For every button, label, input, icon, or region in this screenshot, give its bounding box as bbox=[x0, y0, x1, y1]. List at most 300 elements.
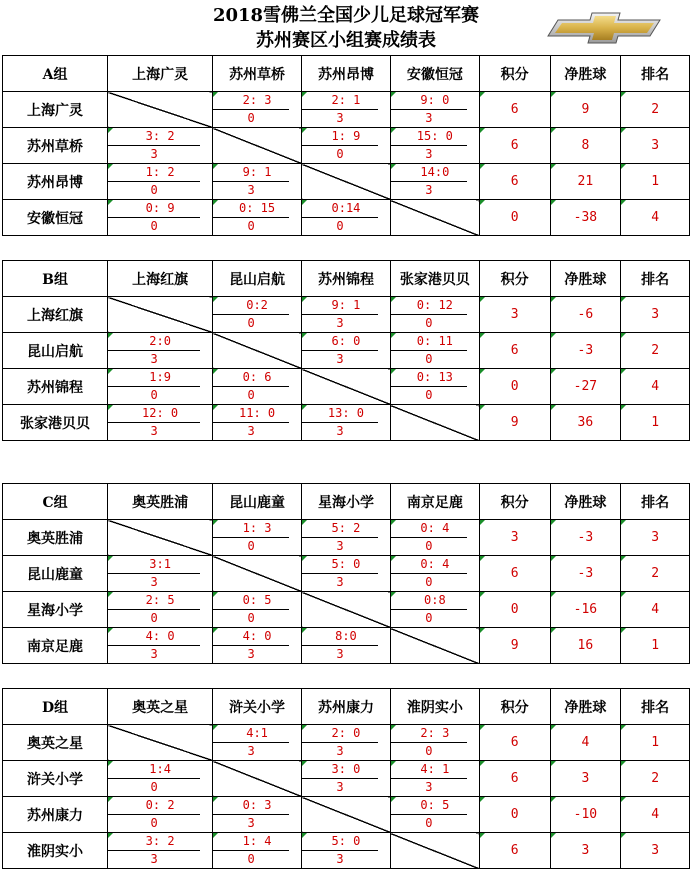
match-cell bbox=[302, 92, 391, 128]
match-score: 0: 4 bbox=[420, 557, 450, 571]
points-value bbox=[479, 369, 550, 405]
cell-marker-icon bbox=[621, 556, 626, 561]
cell-marker-icon bbox=[108, 369, 113, 374]
team-name: 苏州昂博 bbox=[3, 164, 108, 200]
diagonal-cell bbox=[213, 556, 302, 592]
cell-marker-icon bbox=[213, 797, 218, 802]
cell-marker-icon bbox=[621, 333, 626, 338]
cell-marker-icon bbox=[480, 725, 485, 730]
cell-marker-icon bbox=[480, 297, 485, 302]
table-row bbox=[3, 628, 690, 664]
team-name: 奥英胜浦 bbox=[3, 520, 108, 556]
match-cell bbox=[213, 369, 302, 405]
rank-value-text: 4 bbox=[651, 602, 660, 617]
column-header: 张家港贝贝 bbox=[390, 261, 479, 297]
goal-diff-value-text: -27 bbox=[573, 379, 598, 394]
column-header: 排名 bbox=[621, 689, 690, 725]
group-b-table bbox=[2, 260, 690, 441]
rank-value-text: 2 bbox=[651, 771, 660, 786]
cell-marker-icon bbox=[302, 628, 307, 633]
match-cell bbox=[390, 520, 479, 556]
column-header: 安徽恒冠 bbox=[390, 56, 479, 92]
team-name: 昆山启航 bbox=[3, 333, 108, 369]
team-name: 张家港贝贝 bbox=[3, 405, 108, 441]
rank-value-text: 2 bbox=[651, 566, 660, 581]
match-points: 3 bbox=[302, 314, 378, 332]
goal-diff-value bbox=[550, 556, 621, 592]
rank-value bbox=[621, 761, 690, 797]
match-cell bbox=[213, 200, 302, 236]
match-points: 3 bbox=[391, 145, 467, 163]
match-score: 1: 2 bbox=[145, 165, 175, 179]
points-value bbox=[479, 761, 550, 797]
match-points: 3 bbox=[302, 573, 378, 591]
rank-value bbox=[621, 297, 690, 333]
cell-marker-icon bbox=[108, 628, 113, 633]
column-header: 排名 bbox=[621, 261, 690, 297]
match-cell bbox=[213, 725, 302, 761]
goal-diff-value bbox=[550, 333, 621, 369]
diagonal-cell bbox=[302, 797, 391, 833]
team-name: 星海小学 bbox=[3, 592, 108, 628]
page-subtitle: 苏州赛区小组赛成绩表 bbox=[256, 30, 436, 51]
team-name: 苏州草桥 bbox=[3, 128, 108, 164]
cell-marker-icon bbox=[551, 405, 556, 410]
diagonal-cell bbox=[390, 405, 479, 441]
column-header: 苏州昂博 bbox=[302, 56, 391, 92]
rank-value bbox=[621, 333, 690, 369]
match-score: 15: 0 bbox=[416, 129, 453, 143]
goal-diff-value-text: -16 bbox=[573, 602, 598, 617]
cell-marker-icon bbox=[551, 725, 556, 730]
points-value bbox=[479, 200, 550, 236]
match-points: 0 bbox=[391, 314, 467, 332]
cell-marker-icon bbox=[621, 369, 626, 374]
match-points: 0 bbox=[213, 386, 289, 404]
match-score: 0: 5 bbox=[242, 593, 272, 607]
table-row bbox=[3, 333, 690, 369]
points-value-text: 3 bbox=[510, 307, 519, 322]
table-row bbox=[3, 520, 690, 556]
cell-marker-icon bbox=[391, 333, 396, 338]
goal-diff-value-text: 16 bbox=[577, 638, 594, 653]
match-score: 4: 0 bbox=[145, 629, 175, 643]
column-header: 净胜球 bbox=[550, 689, 621, 725]
team-name: 上海红旗 bbox=[3, 297, 108, 333]
rank-value-text: 2 bbox=[651, 102, 660, 117]
cell-marker-icon bbox=[551, 556, 556, 561]
rank-value bbox=[621, 128, 690, 164]
match-score: 1: 9 bbox=[331, 129, 361, 143]
match-score: 0:2 bbox=[246, 298, 268, 312]
match-cell bbox=[213, 592, 302, 628]
cell-marker-icon bbox=[108, 200, 113, 205]
match-points: 0 bbox=[391, 609, 467, 627]
match-points: 3 bbox=[391, 778, 467, 796]
cell-marker-icon bbox=[391, 761, 396, 766]
column-header: 排名 bbox=[621, 56, 690, 92]
goal-diff-value-text: -10 bbox=[573, 807, 598, 822]
team-name: 昆山鹿童 bbox=[3, 556, 108, 592]
rank-value bbox=[621, 92, 690, 128]
diagonal-cell bbox=[213, 128, 302, 164]
points-value-text: 6 bbox=[510, 102, 519, 117]
cell-marker-icon bbox=[391, 128, 396, 133]
rank-value-text: 3 bbox=[651, 843, 660, 858]
cell-marker-icon bbox=[551, 628, 556, 633]
cell-marker-icon bbox=[480, 592, 485, 597]
column-header: 净胜球 bbox=[550, 484, 621, 520]
match-cell bbox=[302, 333, 391, 369]
match-score: 2: 3 bbox=[420, 726, 450, 740]
table-row bbox=[3, 761, 690, 797]
match-points: 0 bbox=[391, 573, 467, 591]
goal-diff-value bbox=[550, 761, 621, 797]
cell-marker-icon bbox=[551, 520, 556, 525]
rank-value-text: 4 bbox=[651, 379, 660, 394]
match-cell bbox=[302, 405, 391, 441]
column-header: 奥英之星 bbox=[108, 689, 213, 725]
group-label: A组 bbox=[3, 56, 108, 92]
cell-marker-icon bbox=[480, 164, 485, 169]
diagonal-cell bbox=[390, 628, 479, 664]
points-value-text: 9 bbox=[510, 638, 519, 653]
points-value bbox=[479, 333, 550, 369]
column-header: 积分 bbox=[479, 689, 550, 725]
match-points: 0 bbox=[391, 814, 467, 832]
match-points: 3 bbox=[302, 778, 378, 796]
cell-marker-icon bbox=[213, 725, 218, 730]
match-points: 3 bbox=[302, 422, 378, 440]
team-name: 苏州康力 bbox=[3, 797, 108, 833]
column-header: 净胜球 bbox=[550, 261, 621, 297]
rank-value bbox=[621, 797, 690, 833]
match-cell bbox=[390, 164, 479, 200]
cell-marker-icon bbox=[621, 128, 626, 133]
rank-value bbox=[621, 369, 690, 405]
cell-marker-icon bbox=[480, 128, 485, 133]
rank-value-text: 3 bbox=[651, 530, 660, 545]
column-header: 星海小学 bbox=[302, 484, 391, 520]
column-header: 昆山启航 bbox=[213, 261, 302, 297]
match-points: 3 bbox=[213, 742, 289, 760]
cell-marker-icon bbox=[551, 200, 556, 205]
match-cell bbox=[390, 297, 479, 333]
match-score: 2: 3 bbox=[242, 93, 272, 107]
match-points: 3 bbox=[108, 350, 200, 368]
cell-marker-icon bbox=[621, 797, 626, 802]
points-value-text: 0 bbox=[510, 602, 519, 617]
match-score: 12: 0 bbox=[142, 406, 179, 420]
match-score: 5: 0 bbox=[331, 557, 361, 571]
match-score: 3:1 bbox=[149, 557, 171, 571]
goal-diff-value-text: 8 bbox=[581, 138, 590, 153]
rank-value bbox=[621, 200, 690, 236]
cell-marker-icon bbox=[213, 297, 218, 302]
goal-diff-value bbox=[550, 128, 621, 164]
cell-marker-icon bbox=[391, 592, 396, 597]
match-score: 9: 1 bbox=[331, 298, 361, 312]
diagonal-cell bbox=[213, 333, 302, 369]
cell-marker-icon bbox=[302, 725, 307, 730]
rank-value bbox=[621, 592, 690, 628]
cell-marker-icon bbox=[302, 520, 307, 525]
score-table bbox=[2, 260, 690, 441]
column-header: 苏州康力 bbox=[302, 689, 391, 725]
match-points: 0 bbox=[108, 386, 200, 404]
match-points: 3 bbox=[213, 181, 289, 199]
match-points: 3 bbox=[302, 109, 378, 127]
table-row bbox=[3, 369, 690, 405]
points-value-text: 9 bbox=[510, 415, 519, 430]
match-cell bbox=[108, 761, 213, 797]
match-score: 0: 11 bbox=[416, 334, 453, 348]
match-score: 5: 2 bbox=[331, 521, 361, 535]
cell-marker-icon bbox=[480, 369, 485, 374]
table-row bbox=[3, 297, 690, 333]
match-score: 3: 2 bbox=[145, 129, 175, 143]
match-score: 9: 0 bbox=[420, 93, 450, 107]
diagonal-cell bbox=[302, 164, 391, 200]
rank-value-text: 2 bbox=[651, 343, 660, 358]
points-value bbox=[479, 297, 550, 333]
cell-marker-icon bbox=[302, 833, 307, 838]
column-header: 净胜球 bbox=[550, 56, 621, 92]
match-cell bbox=[213, 164, 302, 200]
points-value bbox=[479, 164, 550, 200]
match-score: 0: 6 bbox=[242, 370, 272, 384]
match-score: 8:0 bbox=[335, 629, 357, 643]
diagonal-cell bbox=[108, 520, 213, 556]
header-row bbox=[3, 261, 690, 297]
cell-marker-icon bbox=[213, 164, 218, 169]
match-points: 0 bbox=[213, 850, 289, 868]
team-name: 浒关小学 bbox=[3, 761, 108, 797]
rank-value bbox=[621, 164, 690, 200]
match-cell bbox=[302, 297, 391, 333]
cell-marker-icon bbox=[391, 520, 396, 525]
cell-marker-icon bbox=[480, 333, 485, 338]
match-cell bbox=[108, 833, 213, 869]
match-score: 0: 2 bbox=[145, 798, 175, 812]
cell-marker-icon bbox=[621, 405, 626, 410]
match-score: 2: 1 bbox=[331, 93, 361, 107]
goal-diff-value bbox=[550, 405, 621, 441]
cell-marker-icon bbox=[391, 164, 396, 169]
match-cell bbox=[213, 405, 302, 441]
cell-marker-icon bbox=[551, 797, 556, 802]
match-cell bbox=[390, 369, 479, 405]
match-points: 0 bbox=[302, 145, 378, 163]
cell-marker-icon bbox=[108, 333, 113, 338]
goal-diff-value bbox=[550, 200, 621, 236]
match-score: 1:4 bbox=[149, 762, 171, 776]
cell-marker-icon bbox=[551, 761, 556, 766]
match-cell bbox=[302, 628, 391, 664]
match-score: 0: 4 bbox=[420, 521, 450, 535]
goal-diff-value bbox=[550, 592, 621, 628]
match-cell bbox=[213, 833, 302, 869]
match-points: 3 bbox=[108, 850, 200, 868]
cell-marker-icon bbox=[108, 128, 113, 133]
cell-marker-icon bbox=[621, 761, 626, 766]
team-name: 安徽恒冠 bbox=[3, 200, 108, 236]
cell-marker-icon bbox=[621, 520, 626, 525]
cell-marker-icon bbox=[480, 556, 485, 561]
match-score: 0: 3 bbox=[242, 798, 272, 812]
table-row bbox=[3, 556, 690, 592]
column-header: 淮阴实小 bbox=[390, 689, 479, 725]
cell-marker-icon bbox=[213, 833, 218, 838]
team-name: 南京足鹿 bbox=[3, 628, 108, 664]
goal-diff-value-text: -38 bbox=[573, 210, 598, 225]
cell-marker-icon bbox=[551, 592, 556, 597]
team-name: 上海广灵 bbox=[3, 92, 108, 128]
match-cell bbox=[302, 200, 391, 236]
match-score: 1: 3 bbox=[242, 521, 272, 535]
match-cell bbox=[108, 556, 213, 592]
goal-diff-value-text: 4 bbox=[581, 735, 590, 750]
cell-marker-icon bbox=[108, 405, 113, 410]
rank-value-text: 4 bbox=[651, 807, 660, 822]
match-score: 9: 1 bbox=[242, 165, 272, 179]
match-points: 3 bbox=[213, 645, 289, 663]
match-points: 0 bbox=[213, 217, 289, 235]
match-score: 13: 0 bbox=[327, 406, 365, 420]
match-points: 3 bbox=[302, 742, 378, 760]
points-value-text: 6 bbox=[510, 343, 519, 358]
goal-diff-value-text: 36 bbox=[577, 415, 594, 430]
table-row bbox=[3, 405, 690, 441]
team-name: 淮阴实小 bbox=[3, 833, 108, 869]
match-points: 0 bbox=[213, 537, 289, 555]
team-name: 苏州锦程 bbox=[3, 369, 108, 405]
match-points: 3 bbox=[302, 350, 378, 368]
points-value bbox=[479, 725, 550, 761]
points-value bbox=[479, 833, 550, 869]
points-value-text: 6 bbox=[510, 843, 519, 858]
goal-diff-value bbox=[550, 164, 621, 200]
points-value bbox=[479, 628, 550, 664]
points-value-text: 3 bbox=[510, 530, 519, 545]
match-cell bbox=[213, 797, 302, 833]
points-value bbox=[479, 592, 550, 628]
cell-marker-icon bbox=[391, 369, 396, 374]
match-score: 6: 0 bbox=[331, 334, 361, 348]
match-score: 3: 0 bbox=[331, 762, 361, 776]
cell-marker-icon bbox=[621, 297, 626, 302]
points-value-text: 6 bbox=[510, 735, 519, 750]
cell-marker-icon bbox=[213, 369, 218, 374]
goal-diff-value bbox=[550, 833, 621, 869]
points-value bbox=[479, 405, 550, 441]
goal-diff-value bbox=[550, 520, 621, 556]
match-cell bbox=[390, 797, 479, 833]
cell-marker-icon bbox=[302, 200, 307, 205]
diagonal-cell bbox=[108, 297, 213, 333]
points-value-text: 0 bbox=[510, 210, 519, 225]
cell-marker-icon bbox=[108, 797, 113, 802]
match-score: 3: 2 bbox=[145, 834, 175, 848]
column-header: 积分 bbox=[479, 261, 550, 297]
column-header: 奥英胜浦 bbox=[108, 484, 213, 520]
match-points: 3 bbox=[391, 181, 467, 199]
cell-marker-icon bbox=[391, 297, 396, 302]
group-label: D组 bbox=[3, 689, 108, 725]
cell-marker-icon bbox=[480, 833, 485, 838]
table-row bbox=[3, 128, 690, 164]
header-row bbox=[3, 689, 690, 725]
diagonal-cell bbox=[108, 725, 213, 761]
match-cell bbox=[108, 592, 213, 628]
team-name: 奥英之星 bbox=[3, 725, 108, 761]
points-value-text: 6 bbox=[510, 138, 519, 153]
match-cell bbox=[108, 405, 213, 441]
table-row bbox=[3, 592, 690, 628]
cell-marker-icon bbox=[480, 405, 485, 410]
goal-diff-value bbox=[550, 797, 621, 833]
cell-marker-icon bbox=[391, 797, 396, 802]
rank-value bbox=[621, 520, 690, 556]
match-points: 3 bbox=[108, 422, 200, 440]
match-score: 1: 4 bbox=[242, 834, 272, 848]
header-row bbox=[3, 56, 690, 92]
goal-diff-value bbox=[550, 297, 621, 333]
points-value-text: 6 bbox=[510, 566, 519, 581]
cell-marker-icon bbox=[108, 592, 113, 597]
match-cell bbox=[108, 200, 213, 236]
cell-marker-icon bbox=[480, 520, 485, 525]
cell-marker-icon bbox=[551, 333, 556, 338]
table-row bbox=[3, 797, 690, 833]
match-cell bbox=[213, 297, 302, 333]
goal-diff-value-text: -3 bbox=[577, 566, 594, 581]
cell-marker-icon bbox=[302, 556, 307, 561]
page-title: 2018雪佛兰全国少儿足球冠军赛 bbox=[212, 5, 480, 26]
cell-marker-icon bbox=[621, 200, 626, 205]
table-row bbox=[3, 92, 690, 128]
match-points: 0 bbox=[108, 217, 200, 235]
points-value-text: 0 bbox=[510, 807, 519, 822]
match-cell bbox=[302, 833, 391, 869]
match-points: 0 bbox=[302, 217, 378, 235]
column-header: 苏州草桥 bbox=[213, 56, 302, 92]
header-row bbox=[3, 484, 690, 520]
match-cell bbox=[390, 92, 479, 128]
cell-marker-icon bbox=[391, 556, 396, 561]
match-cell bbox=[108, 369, 213, 405]
match-points: 3 bbox=[302, 850, 378, 868]
match-score: 2:0 bbox=[149, 334, 171, 348]
table-row bbox=[3, 725, 690, 761]
match-cell bbox=[302, 128, 391, 164]
match-score: 0: 13 bbox=[416, 370, 453, 384]
points-value-text: 6 bbox=[510, 174, 519, 189]
rank-value-text: 3 bbox=[651, 138, 660, 153]
match-cell bbox=[108, 333, 213, 369]
column-header: 南京足鹿 bbox=[390, 484, 479, 520]
rank-value bbox=[621, 628, 690, 664]
match-cell bbox=[302, 761, 391, 797]
cell-marker-icon bbox=[480, 200, 485, 205]
cell-marker-icon bbox=[213, 92, 218, 97]
cell-marker-icon bbox=[391, 725, 396, 730]
score-table bbox=[2, 483, 690, 664]
match-cell bbox=[108, 128, 213, 164]
points-value bbox=[479, 92, 550, 128]
goal-diff-value-text: -3 bbox=[577, 343, 594, 358]
rank-value-text: 1 bbox=[651, 174, 660, 189]
